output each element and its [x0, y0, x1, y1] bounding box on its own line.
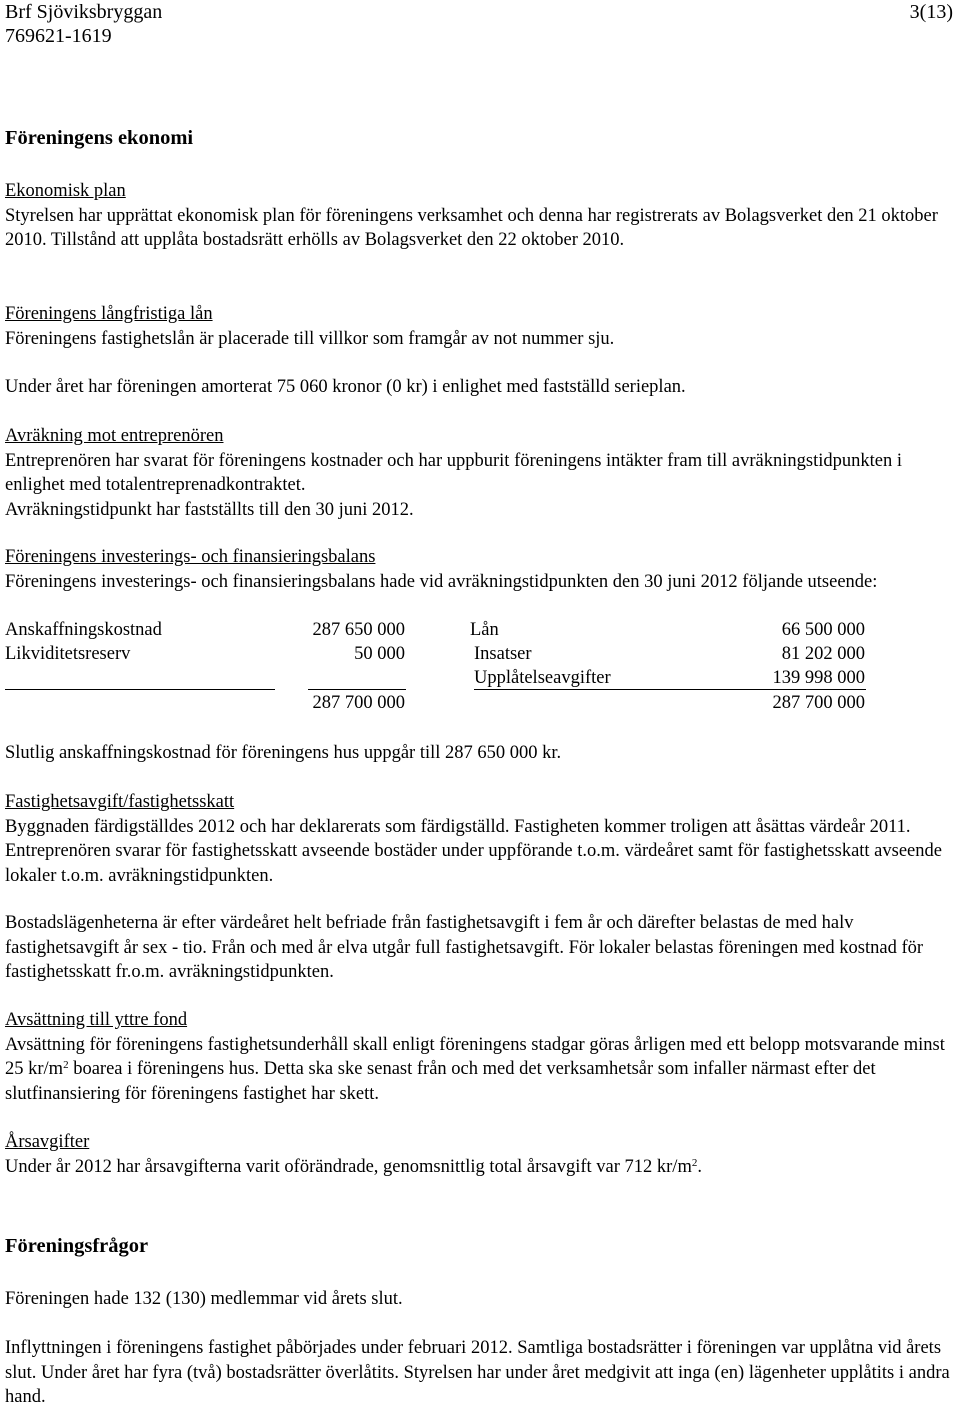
economic-plan-block — [5, 179, 953, 253]
balance-left-value-2: 50 000 — [354, 644, 405, 664]
settlement-block — [5, 424, 953, 522]
balance-left-value-1: 287 650 000 — [312, 620, 405, 640]
loans-amortization-text: Under året har föreningen amorterat 75 060 kronor (0 kr) i enlighet med fastställd serieplan. — [5, 377, 686, 397]
final-cost-text: Slutlig anskaffningskostnad för föreningens hus uppgår till 287 650 000 kr. — [5, 743, 562, 763]
economic-plan-text: Styrelsen har upprättat ekonomisk plan för föreningens verksamhet och denna har registrerats av Bolagsverket den 21 oktober 2010. Tillstånd att upplåta bostadsrätt erhölls av Bolagsverket den 22 oktober 2010. — [5, 205, 938, 250]
members-block — [5, 1287, 953, 1312]
fund-text-part-2: boarea i föreningens hus. Detta ska ske senast från och med det verksamhetsår som infaller närmast efter det slutfinansiering för föreningens fastighet har skett. — [5, 1059, 876, 1104]
balance-right-value-1: 66 500 000 — [781, 620, 865, 640]
balance-right-total: 287 700 000 — [772, 693, 865, 713]
property-tax-block-2 — [5, 911, 953, 985]
loans-heading: Föreningens långfristiga lån — [5, 304, 213, 324]
fees-text-part-2: . — [697, 1156, 702, 1177]
loans-amortization-block — [5, 375, 953, 400]
settlement-heading: Avräkning mot entreprenören — [5, 426, 224, 446]
balance-left-label-rule — [5, 689, 275, 690]
loans-text: Föreningens fastighetslån är placerade till villkor som framgår av not nummer sju. — [5, 328, 615, 349]
balance-left-value-rule — [308, 689, 406, 690]
balance-left-label-2: Likviditetsreserv — [5, 644, 131, 664]
balance-right-label-1: Lån — [470, 620, 499, 640]
balance-left-total: 287 700 000 — [312, 693, 405, 713]
balance-block — [5, 545, 953, 594]
fees-block — [5, 1130, 953, 1179]
section-title-questions: Föreningsfrågor — [5, 1235, 149, 1257]
balance-table — [5, 618, 953, 718]
page-number: 3(13) — [909, 1, 953, 23]
balance-right-label-2: Insatser — [474, 644, 532, 664]
balance-intro-text: Föreningens investerings- och finansieringsbalans hade vid avräkningstidpunkten den 30 juni 2012 följande utseende: — [5, 571, 878, 592]
settlement-text: Entreprenören har svarat för föreningens kostnader och har uppburit föreningens intäkter fram till avräkningstidpunkten i enlighet med totalentreprenadkontraktet. — [5, 450, 902, 495]
fees-text — [5, 1155, 953, 1180]
fund-text-part-1: Avsättning för föreningens fastighetsunderhåll skall enligt föreningens stadgar göras årligen med ett belopp motsvarande minst 25 kr/m — [5, 1034, 945, 1079]
final-cost-block — [5, 741, 953, 766]
fund-block — [5, 1008, 953, 1106]
balance-heading: Föreningens investerings- och finansieringsbalans — [5, 547, 376, 567]
fund-text-superscript: 2 — [63, 1059, 69, 1071]
occupancy-block — [5, 1336, 953, 1410]
property-tax-text: Byggnaden färdigställdes 2012 och har deklarerats som färdigställd. Fastigheten kommer troligen att åsättas värdeår 2011. Entreprenören svarar för fastighetsskatt avseende bostäder under uppförande t.o.m. värdeåret samt för fastighetsskatt avseende lokaler t.o.m. avräkningstidpunkten. — [5, 816, 942, 886]
fees-text-superscript: 2 — [691, 1156, 698, 1169]
occupancy-text: Inflyttningen i föreningens fastighet påbörjades under februari 2012. Samtliga bostadsrätter i föreningen var upplåtna vid årets slut. Under året har fyra (två) bostadsrätter överlåtits. Styrelsen har under året medgivit att inga (en) lägenheter upplåtits i andra hand. — [5, 1338, 950, 1407]
property-tax-block — [5, 790, 953, 888]
balance-right-rule — [474, 689, 866, 690]
fees-heading: Årsavgifter — [5, 1132, 90, 1152]
balance-right-value-2: 81 202 000 — [781, 644, 865, 664]
loans-block — [5, 302, 953, 351]
balance-left-label-1: Anskaffningskostnad — [5, 620, 162, 640]
fund-text — [5, 1033, 953, 1107]
property-tax-text-2: Bostadslägenheterna är efter värdeåret helt befriade från fastighetsavgift i fem år och därefter belastas de med halv fastighetsavgift år sex - tio. Från och med år elva utgår full fastighetsavgift. För lokaler belastas föreningen med kostnad för fastighetsskatt fr.o.m. avräkningstidpunkten. — [5, 913, 924, 982]
section-title-economy: Föreningens ekonomi — [5, 127, 194, 149]
organization-name: Brf Sjöviksbryggan — [5, 1, 163, 23]
property-tax-heading: Fastighetsavgift/fastighetsskatt — [5, 792, 235, 812]
settlement-date-text: Avräkningstidpunkt har fastställts till den 30 juni 2012. — [5, 499, 414, 520]
fees-text-part-1: Under år 2012 har årsavgifterna varit oförändrade, genomsnittlig total årsavgift var 712 kr/m — [5, 1156, 692, 1177]
balance-right-label-3: Upplåtelseavgifter — [474, 668, 611, 688]
economic-plan-heading: Ekonomisk plan — [5, 181, 126, 201]
organization-number: 769621-1619 — [5, 25, 112, 47]
balance-right-value-3: 139 998 000 — [772, 668, 865, 688]
members-text: Föreningen hade 132 (130) medlemmar vid årets slut. — [5, 1289, 403, 1309]
fund-heading: Avsättning till yttre fond — [5, 1010, 188, 1030]
